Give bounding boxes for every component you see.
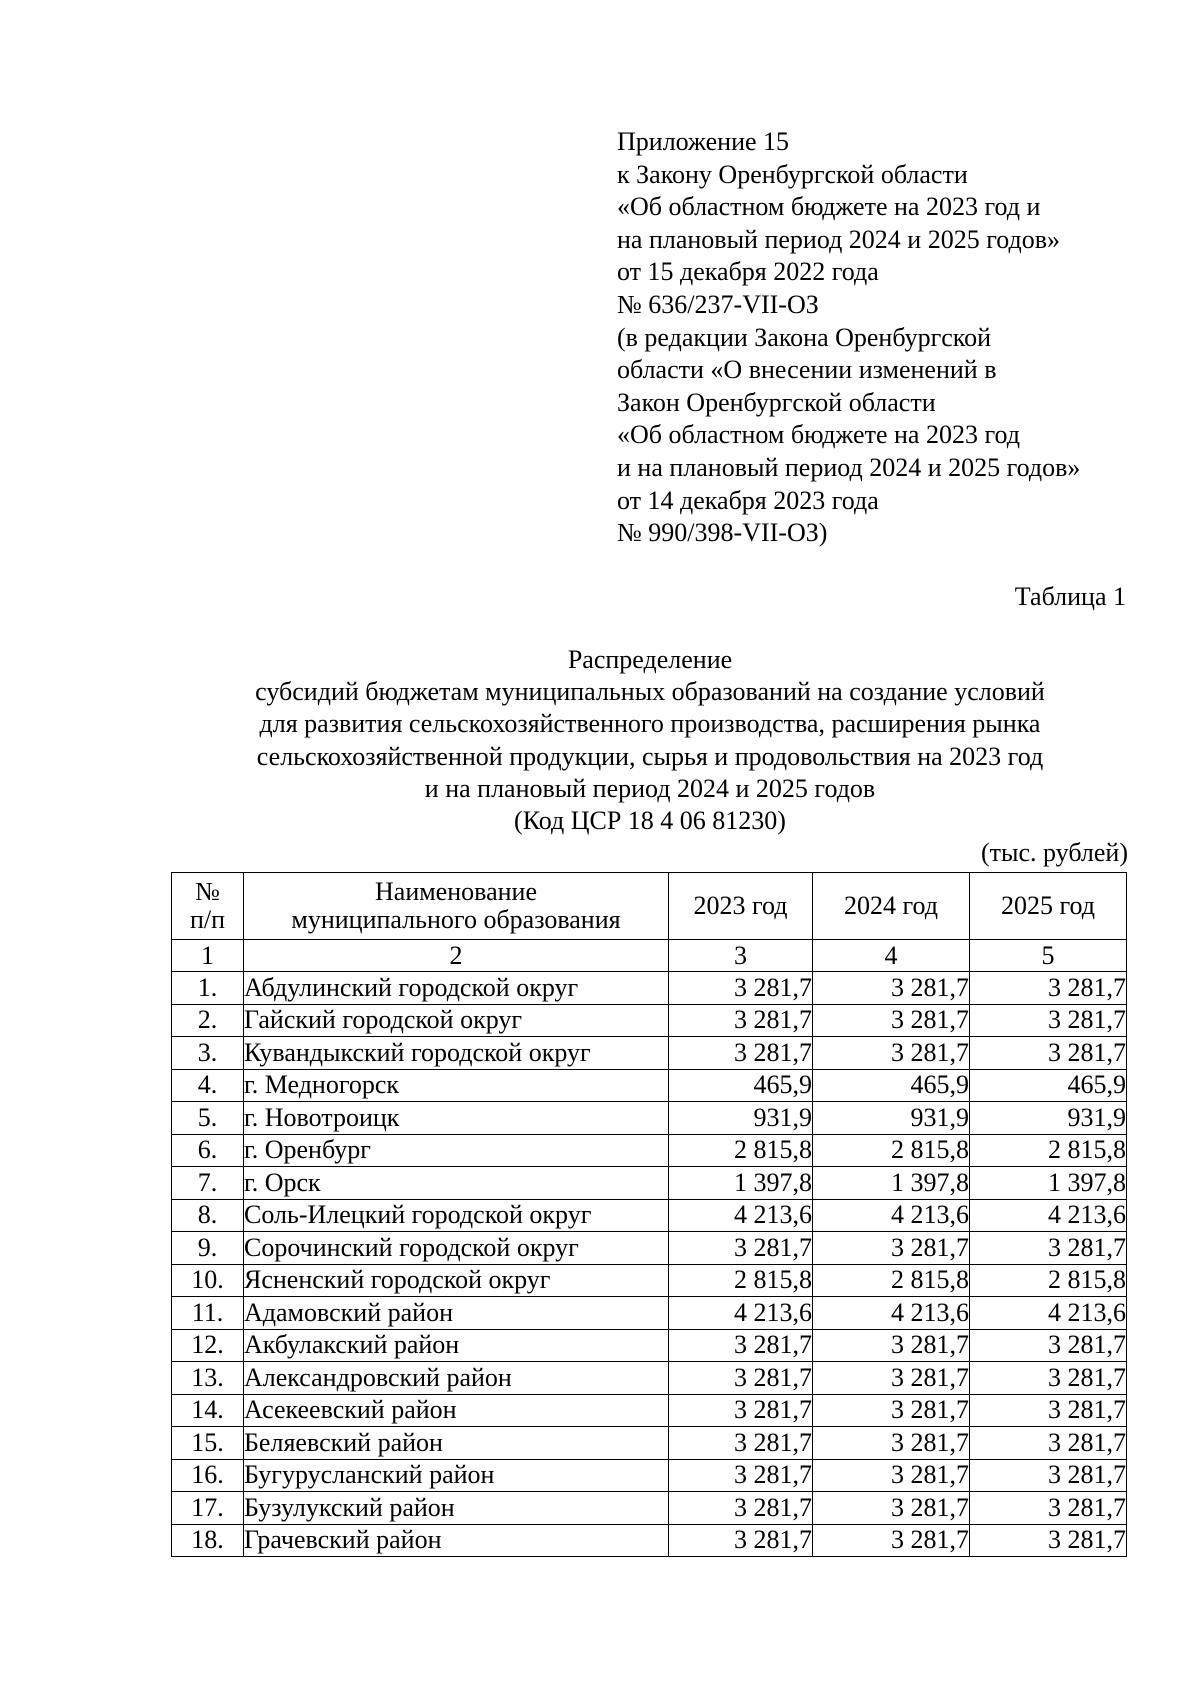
row-number: 12. [172,1329,244,1362]
value-2024: 3 281,7 [813,1524,970,1557]
header-name [244,873,669,940]
municipality-name: Кувандыкский городской округ [244,1037,669,1070]
table-row [172,1427,1127,1460]
value-2025: 3 281,7 [970,1524,1127,1557]
table-body [172,972,1127,1557]
municipality-name: Асекеевский район [244,1394,669,1427]
value-2025: 465,9 [970,1069,1127,1102]
table-row [172,1004,1127,1037]
value-2023: 3 281,7 [669,1232,813,1265]
column-number: 1 [172,940,244,972]
column-number: 2 [244,940,669,972]
value-2024: 3 281,7 [813,1232,970,1265]
municipality-name: г. Новотроицк [244,1102,669,1135]
municipality-name: Бугурусланский район [244,1459,669,1492]
header-number-line1: № [195,877,220,906]
value-2025: 3 281,7 [970,1004,1127,1037]
value-2025: 4 213,6 [970,1199,1127,1232]
value-2024: 3 281,7 [813,1492,970,1525]
municipality-name: Адамовский район [244,1297,669,1330]
value-2024: 3 281,7 [813,1427,970,1460]
value-2023: 3 281,7 [669,1459,813,1492]
table-row [172,1297,1127,1330]
row-number: 8. [172,1199,244,1232]
row-number: 1. [172,972,244,1005]
appendix-line: Приложение 15 [617,127,790,156]
value-2024: 1 397,8 [813,1167,970,1200]
value-2023: 2 815,8 [669,1264,813,1297]
value-2023: 3 281,7 [669,1492,813,1525]
value-2023: 4 213,6 [669,1297,813,1330]
table-row [172,1264,1127,1297]
municipality-name: г. Орск [244,1167,669,1200]
table-row [172,1362,1127,1395]
table-label: Таблица 1 [1014,582,1126,611]
municipality-name: Беляевский район [244,1427,669,1460]
value-2025: 3 281,7 [970,1362,1127,1395]
municipality-name: Александровский район [244,1362,669,1395]
title-line: (Код ЦСР 18 4 06 81230) [514,806,786,836]
row-number: 17. [172,1492,244,1525]
header-name-line1: Наименование [375,877,537,906]
header-2024: 2024 год [813,873,970,940]
title-line: и на плановый период 2024 и 2025 годов [424,773,876,803]
title-line: сельскохозяйственной продукции, сырья и продовольствия на 2023 год [256,741,1044,771]
municipality-name: Сорочинский городской округ [244,1232,669,1265]
row-number: 16. [172,1459,244,1492]
value-2024: 2 815,8 [813,1264,970,1297]
value-2025: 4 213,6 [970,1297,1127,1330]
header-number [172,873,244,940]
column-number: 3 [669,940,813,972]
appendix-line: (в редакции Закона Оренбургской [617,322,992,352]
municipality-name: Гайский городской округ [244,1004,669,1037]
document-title [150,644,1150,837]
value-2024: 3 281,7 [813,1362,970,1395]
row-number: 9. [172,1232,244,1265]
header-name-line2: муниципального образования [291,905,621,934]
appendix-line: области «О внесении изменений в [617,355,997,385]
value-2025: 2 815,8 [970,1134,1127,1167]
value-2024: 2 815,8 [813,1134,970,1167]
table-row [172,1134,1127,1167]
row-number: 14. [172,1394,244,1427]
value-2023: 1 397,8 [669,1167,813,1200]
table-row [172,1199,1127,1232]
header-2023: 2023 год [669,873,813,940]
row-number: 13. [172,1362,244,1395]
value-2024: 3 281,7 [813,1459,970,1492]
municipality-name: Бузулукский район [244,1492,669,1525]
appendix-line: № 990/398-VII-ОЗ) [617,518,828,548]
table-row [172,1394,1127,1427]
value-2025: 3 281,7 [970,1459,1127,1492]
appendix-line: «Об областном бюджете на 2023 год [617,420,1020,450]
row-number: 11. [172,1297,244,1330]
distribution-table [171,872,1127,1557]
column-number: 5 [970,940,1127,972]
table-row [172,1069,1127,1102]
row-number: 15. [172,1427,244,1460]
appendix-line: «Об областном бюджете на 2023 год и [617,192,1041,222]
row-number: 10. [172,1264,244,1297]
value-2023: 3 281,7 [669,1524,813,1557]
value-2024: 931,9 [813,1102,970,1135]
table-row [172,972,1127,1005]
title-line: субсидий бюджетам муниципальных образований на создание условий [255,677,1045,707]
value-2023: 4 213,6 [669,1199,813,1232]
appendix-line: от 15 декабря 2022 года [617,257,879,287]
value-2024: 3 281,7 [813,1004,970,1037]
value-2025: 2 815,8 [970,1264,1127,1297]
row-number: 6. [172,1134,244,1167]
value-2024: 465,9 [813,1069,970,1102]
municipality-name: Ясненский городской округ [244,1264,669,1297]
appendix-line: на плановый период 2024 и 2025 годов» [617,224,1060,254]
municipality-name: Акбулакский район [244,1329,669,1362]
value-2025: 3 281,7 [970,972,1127,1005]
value-2023: 3 281,7 [669,972,813,1005]
municipality-name: г. Медногорск [244,1069,669,1102]
table-row [172,1167,1127,1200]
header-2025: 2025 год [970,873,1127,940]
value-2023: 3 281,7 [669,1329,813,1362]
value-2025: 931,9 [970,1102,1127,1135]
value-2024: 3 281,7 [813,972,970,1005]
value-2023: 931,9 [669,1102,813,1135]
value-2024: 3 281,7 [813,1329,970,1362]
table-row [172,1492,1127,1525]
header-number-line2: п/п [189,905,226,934]
municipality-name: Грачевский район [244,1524,669,1557]
units-label: (тыс. рублей) [980,838,1128,867]
row-number: 5. [172,1102,244,1135]
value-2025: 1 397,8 [970,1167,1127,1200]
appendix-line: от 14 декабря 2023 года [617,485,879,515]
table-row [172,1037,1127,1070]
column-number-row [172,940,1127,972]
value-2024: 3 281,7 [813,1394,970,1427]
value-2025: 3 281,7 [970,1037,1127,1070]
value-2024: 4 213,6 [813,1297,970,1330]
row-number: 18. [172,1524,244,1557]
row-number: 4. [172,1069,244,1102]
appendix-line: к Закону Оренбургской области [617,159,968,189]
table-row [172,1232,1127,1265]
value-2023: 3 281,7 [669,1394,813,1427]
table-row [172,1459,1127,1492]
value-2025: 3 281,7 [970,1232,1127,1265]
row-number: 7. [172,1167,244,1200]
value-2024: 4 213,6 [813,1199,970,1232]
appendix-line: Закон Оренбургской области [617,387,936,417]
appendix-line: и на плановый период 2024 и 2025 годов» [617,452,1081,482]
value-2025: 3 281,7 [970,1394,1127,1427]
column-number: 4 [813,940,970,972]
value-2024: 3 281,7 [813,1037,970,1070]
row-number: 2. [172,1004,244,1037]
table-row [172,1524,1127,1557]
value-2023: 3 281,7 [669,1037,813,1070]
value-2023: 3 281,7 [669,1362,813,1395]
table-row [172,1329,1127,1362]
table-header-row [172,873,1127,940]
municipality-name: Соль-Илецкий городской округ [244,1199,669,1232]
value-2023: 3 281,7 [669,1427,813,1460]
value-2025: 3 281,7 [970,1427,1127,1460]
municipality-name: Абдулинский городской округ [244,972,669,1005]
table-row [172,1102,1127,1135]
value-2023: 3 281,7 [669,1004,813,1037]
value-2025: 3 281,7 [970,1329,1127,1362]
appendix-header [617,126,1157,550]
title-line: Распределение [567,645,733,674]
value-2023: 465,9 [669,1069,813,1102]
municipality-name: г. Оренбург [244,1134,669,1167]
appendix-line: № 636/237-VII-ОЗ [617,289,819,319]
value-2023: 2 815,8 [669,1134,813,1167]
row-number: 3. [172,1037,244,1070]
title-line: для развития сельскохозяйственного производства, расширения рынка [259,709,1041,739]
value-2025: 3 281,7 [970,1492,1127,1525]
